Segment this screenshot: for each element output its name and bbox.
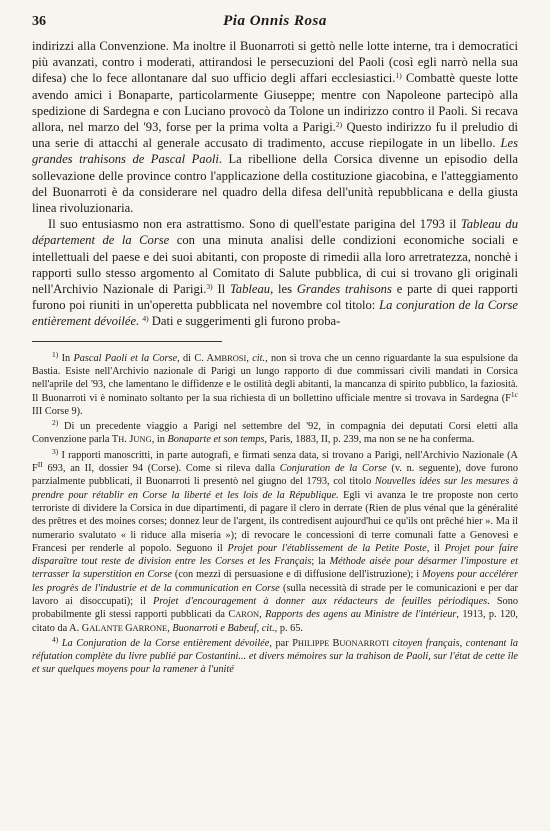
italic-text: Moyens pour accélérer les progrès de l'industrie et de la communication en Corse [32, 569, 518, 594]
text-run: con una minuta analisi delle condizioni economiche sociali e intellettuali del paese e dei suoi abitanti, con proposte di rimedii alla loro arretratezza, nonchè i rapporti sullo stesso argomento al Comitato di Salute pubblica, di cui si trovano gli originali nell'Archivio Nazionale di Parigi. [32, 233, 518, 297]
text-run: . Sono probabilmente gli stessi rapporti pubblicati da C [32, 596, 518, 621]
footnote-marker: 4) [142, 314, 149, 324]
footnote-marker: 4) [52, 634, 59, 644]
page-header [32, 10, 518, 38]
text-run: indirizzi alla Convenzione. Ma inoltre il Buonarroti si gettò nelle lotte interne, tra i democratici più avanzati, contro i moderati, attirandosi le persecuzioni del Paoli (così egli narrò nella sua difesa) che lo fece allontanare dal suo ufficio degli affari ecclesiastici. [32, 39, 518, 86]
text-run: , non si trova che un cenno riguardante la sua espulsione da Bastia. Esiste nell'Archivio nazionale di Parigi un lungo rapporto di due commissari civili mandati in Corsica nell'aprile del '93, che lamentano le diffidenze e le ostilità degli abitanti, la mancanza di spirito pubblico, la faziosità. Il Buonarroti vi è nominato soltanto per la sua richiesta di un bollettino ufficiale mentre si trovava in Sardegna (F [32, 352, 518, 404]
italic-text: citoyen français [392, 637, 460, 649]
small-caps-text: HILIPPE [297, 637, 333, 648]
footnote-marker: 1c [510, 389, 518, 399]
text-run: ; la [311, 556, 330, 568]
italic-text: Pascal Paoli et la Corse [73, 352, 178, 364]
text-run: , in [151, 434, 168, 446]
text-run: Il suo entusiasmo non era astrattismo. Sono di quell'estate parigina del 1793 il [48, 217, 461, 232]
footnote-marker: 1) [395, 71, 402, 81]
text-run: , les [270, 282, 297, 297]
text-run: , par P [269, 637, 298, 649]
footnote-marker: 2) [335, 120, 343, 130]
text-run: Di un precedente viaggio a Parigi nel settembre del '92, in compagnia dei deputati Corsi eletti alla Convenzione parla T [32, 421, 518, 446]
italic-text: La conjuration de la Corse entièrement dévoilée. [32, 298, 518, 329]
body-paragraph [32, 38, 518, 216]
text-run: G [125, 622, 133, 634]
text-run: I rapporti manoscritti, in parte autografi, e firmati senza data, si trovano a Parigi, nell'Archivio Nazionale (A F [32, 449, 518, 475]
small-caps-text: UONARROTI [339, 637, 389, 648]
text-run: , [459, 637, 466, 649]
italic-text: Nouvelles idées sur les mesures à prendre pour rétablir en Corse la liberté et les lois de la République. [32, 476, 519, 501]
footnote-marker: 1) [52, 349, 59, 359]
italic-text: Conjuration de la Corse [279, 463, 387, 475]
text-run: Combattè queste lotte avendo amici i Bonaparte, particolarmente Giuseppe; mentre con Napoleone partecipò alla spedizione di Sardegna e con Luciano provocò da Tolone un indirizzo contro il Paoli. Si recava allora, nel marzo del '93, forse per la prima volta a Parigi. [32, 71, 519, 135]
text-run: Dati e suggerimenti gli furono proba- [148, 314, 341, 329]
text-run: (con mezzi di persuasione e di diffusione dell'istruzione); i [171, 569, 423, 581]
footnote-marker: 3) [52, 446, 59, 456]
italic-text: Rapports des agens au Ministre de l'intérieur [265, 609, 457, 621]
text-run: , di C. A [177, 352, 214, 364]
italic-text: Tableau du département de la Corse [32, 217, 518, 248]
text-run: . La ribellione della Corsica divenne un episodio della sollevazione delle province contro l'applicazione della costituzione giacobina, e l'atteggiamento del Buonarroti è da considerare nel quadro della difesa dell'unità repubblicana e della giusta linea rivoluzionaria. [32, 152, 518, 216]
italic-text: Grandes trahisons [296, 282, 392, 297]
italic-text: Méthode aisée pour désarmer l'imposture et terrasser la superstition en Corse [32, 556, 518, 581]
text-run: , [167, 622, 173, 634]
text-run: , [428, 651, 434, 663]
italic-text: La Conjuration de la Corse entièrement dévoilée [61, 637, 270, 649]
footnote-marker: 3) [206, 282, 213, 292]
small-caps-text: ALANTE [89, 622, 126, 633]
text-run: (sulla necessità di strade per le comunicazioni e per dar lavoro ai disoccupati); il [32, 582, 518, 607]
text-run: In [58, 352, 74, 364]
italic-text: Projet d'encouragement à donner aux rédacteurs de feuilles périodiques [152, 596, 488, 607]
text-run: (v. n. seguente), dove furono parzialmente pubblicati, il Buonarroti li presentò nel giugno del 1793, col titolo [32, 463, 519, 488]
text-run: Questo indirizzo fu il preludio di una serie di attacchi al generale accusato di tradimento, accuse riepilogate in un libello. [32, 120, 518, 151]
book-page [32, 10, 518, 679]
italic-text: sur l'état de cette île et sur quelques moyens pour la ramener à l'unité [32, 651, 518, 676]
text-run: B [332, 637, 340, 649]
italic-text: contenant la réfutation complète du livre publié par Costantini... et divers mémoires sur la trahison de Paoli [32, 637, 518, 663]
text-run: Il [212, 282, 230, 297]
footnote-marker: II [37, 460, 43, 470]
running-title: Pia Onnis Rosa [223, 13, 327, 29]
text-run: , p. 65. [274, 622, 303, 634]
italic-text: Buonarroti e Babeuf [172, 622, 257, 634]
italic-text: cit. [252, 352, 266, 364]
italic-text: Tableau [229, 282, 271, 297]
text-run: , il [426, 542, 445, 554]
text-run: , Paris, 1883, II, p. 239, ma non se ne ha conferma. [264, 434, 475, 446]
footnote-separator [32, 341, 222, 342]
text-run: e parte di quei rapporti furono poi riuniti in un'operetta pubblicata nel novembre col titolo: [32, 282, 518, 313]
text-run: 693, an II, dossier 94 (Corse). Come si rileva dalla [42, 463, 280, 475]
italic-text: Projet pour faire disparaître tout reste de division entre les Corses et les Français [32, 542, 518, 568]
footnote [32, 420, 518, 447]
footnotes [32, 349, 519, 677]
italic-text: Les grandes trahisons de Pascal Paoli [32, 136, 518, 167]
italic-text: Projet pour l'établissement de la Petite Poste [227, 542, 427, 554]
text-run: . J [124, 434, 134, 446]
small-caps-text: H [118, 434, 125, 445]
text-run: , [256, 622, 262, 634]
text-run: III Corse 9). [32, 405, 83, 417]
small-caps-text: MBROSI [213, 352, 247, 363]
text-run: , 1913, p. 120, citato da A. G [32, 609, 519, 634]
footnote [32, 634, 518, 677]
text-run: Egli vi avanza le tre proposte non certo terroriste di dividere la Corsica in due dipartimenti, di pagare il clero in derrate (Rien de plus vénal que la généralité des prêtres et des moines corses; donnez leur de l'argent, ils contredisent aujourd'hui ce qu'ils ont prêché hier ». Ma il numerario svalutato « li riduce alla miseria »); di revocare le concessioni di terre comunali fatte a Genovesi e Francesi per renderle al popolo. Seguono il [32, 489, 518, 554]
footnote [32, 446, 519, 635]
text-run: , [246, 352, 253, 364]
page-number: 36 [32, 14, 46, 29]
body-paragraph [32, 216, 518, 329]
main-text [32, 38, 518, 330]
text-run: , [259, 609, 266, 621]
footnote [32, 349, 518, 418]
small-caps-text: ARON [235, 609, 260, 620]
italic-text: cit. [261, 622, 275, 634]
italic-text: Bonaparte et son temps [167, 434, 265, 446]
small-caps-text: UNG [133, 434, 152, 445]
footnote-marker: 2) [52, 418, 59, 428]
small-caps-text: ARRONE [132, 622, 168, 633]
